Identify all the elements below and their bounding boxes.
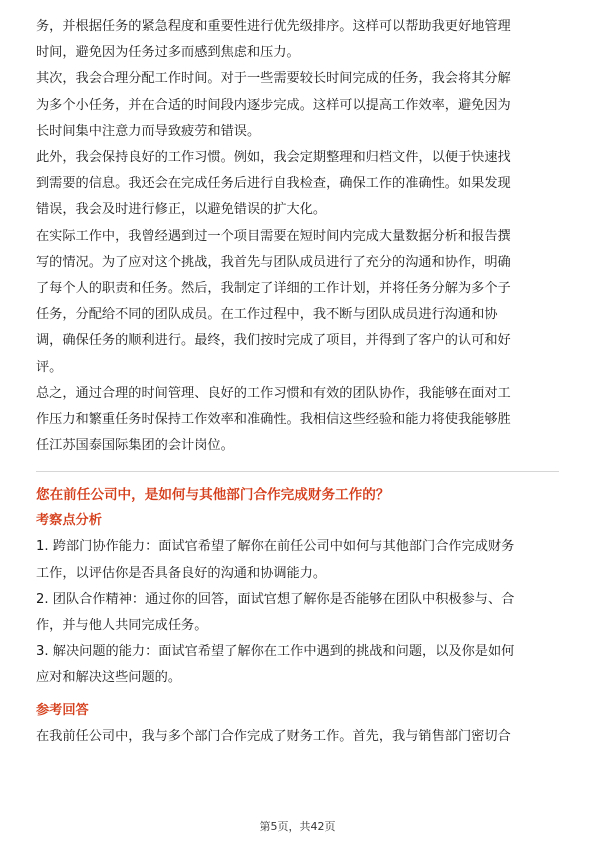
analysis-title: 考察点分析	[36, 513, 102, 529]
body-paragraph: 此外，我会保持良好的工作习惯。例如，我会定期整理和归档文件，以便于快速找 到需要的信息。我还会在完成任务后进行自我检查，确保工作的准确性。如果发现 错误，我会及时进行修正，以避免错误的扩大化。	[36, 150, 511, 218]
analysis-item: 3. 解决问题的能力：面试官希望了解你在工作中遇到的挑战和问题，以及你是如何 应对和解决这些问题的。	[36, 644, 515, 686]
answer-text: 在我前任公司中，我与多个部门合作完成了财务工作。首先，我与销售部门密切合	[36, 728, 511, 744]
answer-title: 参考回答	[36, 702, 89, 718]
body-paragraph: 总之，通过合理的时间管理、良好的工作习惯和有效的团队协作，我能够在面对工 作压力和繁重任务时保持工作效率和准确性。我相信这些经验和能力将使我能够胜 任江苏国泰国际集团的会计岗位。	[36, 385, 511, 454]
page-content	[36, 14, 559, 750]
analysis-item: 1. 跨部门协作能力：面试官希望了解你在前任公司中如何与其他部门合作完成财务 工作，以评估你是否具备良好的沟通和协调能力。	[36, 539, 515, 581]
section-divider	[36, 471, 559, 472]
body-paragraph: 在实际工作中，我曾经遇到过一个项目需要在短时间内完成大量数据分析和报告撰 写的情况。为了应对这个挑战，我首先与团队成员进行了充分的沟通和协作，明确 了每个人的职责和任务。然后，我制定了详细的工作计划，并将任务分解为多个子 任务，分配给不同的团队成员。在工作过程中，我不断与团队成员进行沟通和协 调，确保任务的顺利进行。最终，我们按时完成了项目，并得到了客户的认可和好 评。	[36, 228, 511, 375]
body-paragraph: 务，并根据任务的紧急程度和重要性进行优先级排序。这样可以帮助我更好地管理 时间，避免因为任务过多而感到焦虑和压力。	[36, 19, 511, 61]
question-heading: 您在前任公司中，是如何与其他部门合作完成财务工作的？	[36, 487, 390, 504]
body-paragraph: 其次，我会合理分配工作时间。对于一些需要较长时间完成的任务，我会将其分解 为多个小任务，并在合适的时间段内逐步完成。这样可以提高工作效率，避免因为 长时间集中注意力而导致疲劳和错误。	[36, 71, 511, 139]
analysis-item: 2. 团队合作精神：通过你的回答，面试官想了解你是否能够在团队中积极参与、合 作，并与他人共同完成任务。	[36, 591, 515, 634]
page-number: 第5页，共42页	[259, 820, 336, 833]
